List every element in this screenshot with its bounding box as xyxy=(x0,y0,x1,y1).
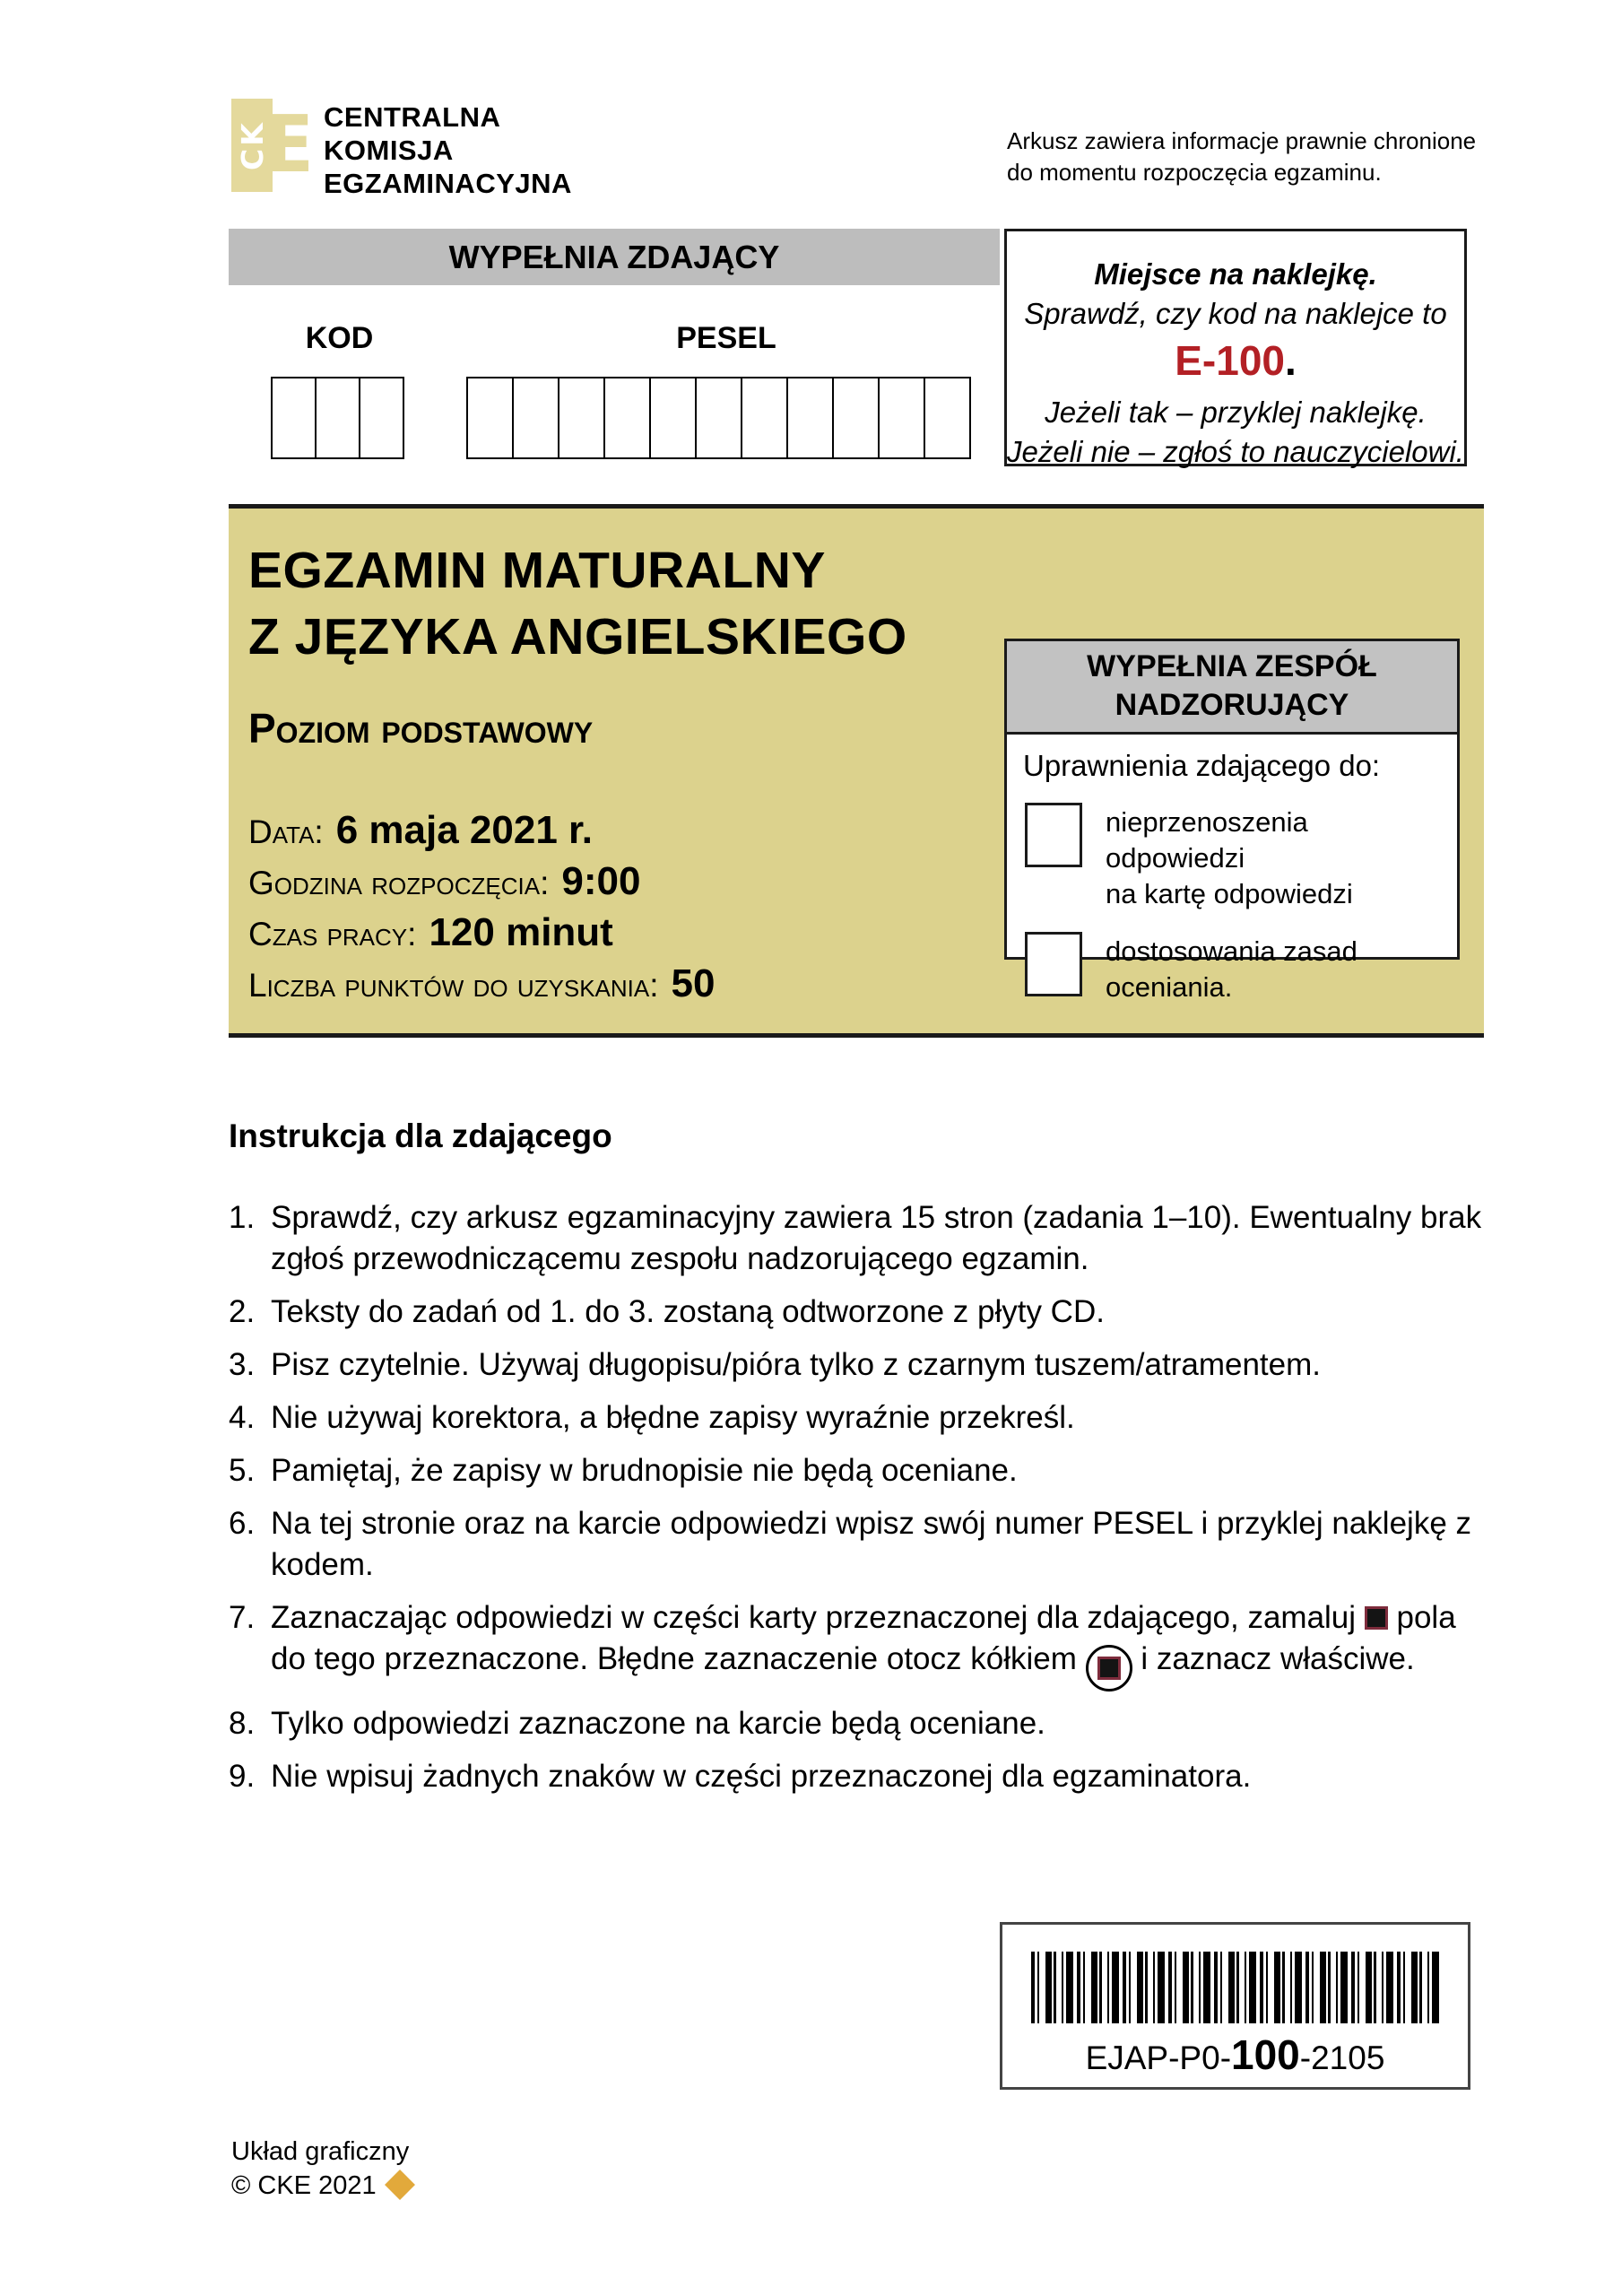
diamond-icon xyxy=(385,2170,415,2200)
sticker-no-line: Jeżeli nie – zgłoś to nauczycielowi. xyxy=(1007,435,1464,468)
kod-cell xyxy=(271,377,317,459)
pesel-cell xyxy=(924,377,971,459)
instructions-list xyxy=(229,1197,1486,1797)
barcode-bold-part: 100 xyxy=(1231,2031,1300,2078)
instruction-item xyxy=(229,1344,1486,1386)
supervisors-header-line2: NADZORUJĄCY xyxy=(1115,688,1349,722)
footer-line2 xyxy=(231,2169,411,2203)
exam-detail-value: 9:00 xyxy=(561,859,641,903)
exam-title-line1: EGZAMIN MATURALNY xyxy=(248,542,826,599)
instruction-text: Sprawdź, czy arkusz egzaminacyjny zawiera 15 stron (zadania 1–10). Ewentualny brak zgłoś przewodniczącemu zespołu nadzorującego egzamin. xyxy=(271,1200,1482,1276)
instruction-text: Nie wpisuj żadnych znaków w części przeznaczonej dla egzaminatora. xyxy=(271,1759,1252,1794)
pesel-label: PESEL xyxy=(676,321,776,355)
pesel-cell xyxy=(603,377,651,459)
instruction-item xyxy=(229,1292,1486,1333)
sticker-yes-line: Jeżeli tak – przyklej naklejkę. xyxy=(1045,396,1427,429)
instruction-number: 2. xyxy=(229,1294,256,1329)
supervisor-option-label: dostosowania zasad oceniania. xyxy=(1106,935,1357,1003)
legal-note-line1: Arkusz zawiera informacje prawnie chronione xyxy=(1007,127,1477,154)
exam-detail-label: Liczba punktów do uzyskania: xyxy=(248,967,659,1004)
barcode-suffix: -2105 xyxy=(1299,2039,1385,2076)
instruction-text: Na tej stronie oraz na karcie odpowiedzi wpisz swój numer PESEL i przyklej naklejkę z kodem. xyxy=(271,1506,1472,1582)
instruction-number: 7. xyxy=(229,1600,256,1635)
sticker-title: Miejsce na naklejkę. xyxy=(1094,257,1377,291)
exam-title-line2: Z JĘZYKA ANGIELSKIEGO xyxy=(248,608,907,665)
footer-credit xyxy=(231,2135,411,2203)
legal-note xyxy=(1007,126,1476,188)
instruction-item xyxy=(229,1503,1486,1586)
kod-label: KOD xyxy=(305,321,374,355)
exam-detail-value: 120 minut xyxy=(429,910,613,954)
legal-note-line2: do momentu rozpoczęcia egzaminu. xyxy=(1007,159,1382,186)
cke-logo-ck-letters: CK xyxy=(235,120,270,170)
instruction-text: Pisz czytelnie. Używaj długopisu/pióra tylko z czarnym tuszem/atramentem. xyxy=(271,1347,1321,1382)
instruction-number: 3. xyxy=(229,1347,256,1382)
pesel-cells xyxy=(466,377,971,459)
instruction-number: 1. xyxy=(229,1200,256,1235)
org-name-line2: KOMISJA xyxy=(324,135,454,166)
instruction-number: 9. xyxy=(229,1759,256,1794)
instruction-item xyxy=(229,1597,1486,1692)
kod-cells xyxy=(271,377,404,459)
supervisors-header-line1: WYPEŁNIA ZESPÓŁ xyxy=(1087,649,1377,683)
supervisors-box-header xyxy=(1007,641,1457,735)
exam-detail-label: Godzina rozpoczęcia: xyxy=(248,865,550,901)
exam-detail-value: 6 maja 2021 r. xyxy=(335,808,593,852)
barcode-image xyxy=(1031,1952,1439,2023)
instruction-item xyxy=(229,1450,1486,1492)
instruction-number: 5. xyxy=(229,1453,256,1488)
instruction-number: 6. xyxy=(229,1506,256,1541)
barcode-prefix: EJAP-P0- xyxy=(1085,2039,1232,2076)
organization-name xyxy=(324,100,572,200)
sticker-box xyxy=(1004,229,1467,466)
supervisor-option-label: nieprzenoszenia odpowiedzi na kartę odpowiedzi xyxy=(1106,806,1353,909)
org-name-line1: CENTRALNA xyxy=(324,101,501,133)
exam-detail-label: Czas pracy: xyxy=(248,916,417,952)
circled-filled-square-icon xyxy=(1086,1645,1132,1692)
cke-logo-e-shape: E xyxy=(265,100,314,191)
candidate-section-bar-label: WYPEŁNIA ZDAJĄCY xyxy=(448,238,780,275)
sticker-check-line: Sprawdź, czy kod na naklejce to xyxy=(1024,297,1447,330)
instruction-number: 8. xyxy=(229,1706,256,1741)
instructions-heading: Instrukcja dla zdającego xyxy=(229,1118,612,1154)
instruction-text: Tylko odpowiedzi zaznaczone na karcie będą oceniane. xyxy=(271,1706,1045,1741)
org-name-line3: EGZAMINACYJNA xyxy=(324,168,572,199)
filled-square-icon xyxy=(1365,1606,1388,1630)
supervisors-intro: Uprawnienia zdającego do: xyxy=(1023,749,1381,782)
instruction-item xyxy=(229,1756,1486,1797)
instruction-item xyxy=(229,1703,1486,1744)
supervisors-options xyxy=(1023,803,1441,1005)
footer-copyright: © CKE 2021 xyxy=(231,2171,377,2200)
instruction-text: Zaznaczając odpowiedzi w części karty przeznaczonej dla zdającego, zamaluj pola do tego przeznaczone. Błędne zaznaczenie otocz kółkiem i zaznacz właściwe. xyxy=(271,1597,1486,1692)
kod-cell xyxy=(359,377,404,459)
exam-detail-value: 50 xyxy=(671,961,716,1005)
pesel-cell xyxy=(878,377,925,459)
pesel-cell xyxy=(558,377,605,459)
instruction-number: 4. xyxy=(229,1400,256,1435)
supervisor-option-row xyxy=(1023,932,1441,1005)
pesel-cell xyxy=(512,377,559,459)
filled-square-icon xyxy=(1097,1657,1121,1680)
checkbox xyxy=(1025,932,1082,996)
barcode-text xyxy=(1002,2031,1468,2079)
sticker-code: E-100 xyxy=(1175,337,1285,384)
instruction-item xyxy=(229,1397,1486,1439)
pesel-cell xyxy=(466,377,514,459)
supervisors-box-body xyxy=(1007,735,1457,1005)
instruction-text: Teksty do zadań od 1. do 3. zostaną odtworzone z płyty CD. xyxy=(271,1294,1105,1329)
supervisors-box xyxy=(1004,639,1460,1003)
instruction-item xyxy=(229,1197,1486,1280)
supervisor-option-row xyxy=(1023,803,1441,912)
cke-logo xyxy=(231,99,314,192)
pesel-cell xyxy=(695,377,742,459)
instruction-text: Nie używaj korektora, a błędne zapisy wyraźnie przekreśl. xyxy=(271,1400,1075,1435)
sticker-code-period: . xyxy=(1284,337,1297,384)
pesel-cell xyxy=(786,377,834,459)
instructions-section xyxy=(229,1118,1486,1809)
barcode-box xyxy=(1000,1922,1470,2090)
pesel-cell xyxy=(741,377,788,459)
instruction-text: Pamiętaj, że zapisy w brudnopisie nie będą oceniane. xyxy=(271,1453,1018,1488)
candidate-section-bar xyxy=(229,229,1000,285)
exam-detail-label: Data: xyxy=(248,813,324,850)
exam-level: Poziom podstawowy xyxy=(248,705,594,752)
sticker-code-line xyxy=(1007,335,1464,386)
checkbox xyxy=(1025,803,1082,867)
pesel-cell xyxy=(832,377,880,459)
pesel-cell xyxy=(649,377,697,459)
footer-line1: Układ graficzny xyxy=(231,2137,410,2166)
kod-cell xyxy=(315,377,360,459)
